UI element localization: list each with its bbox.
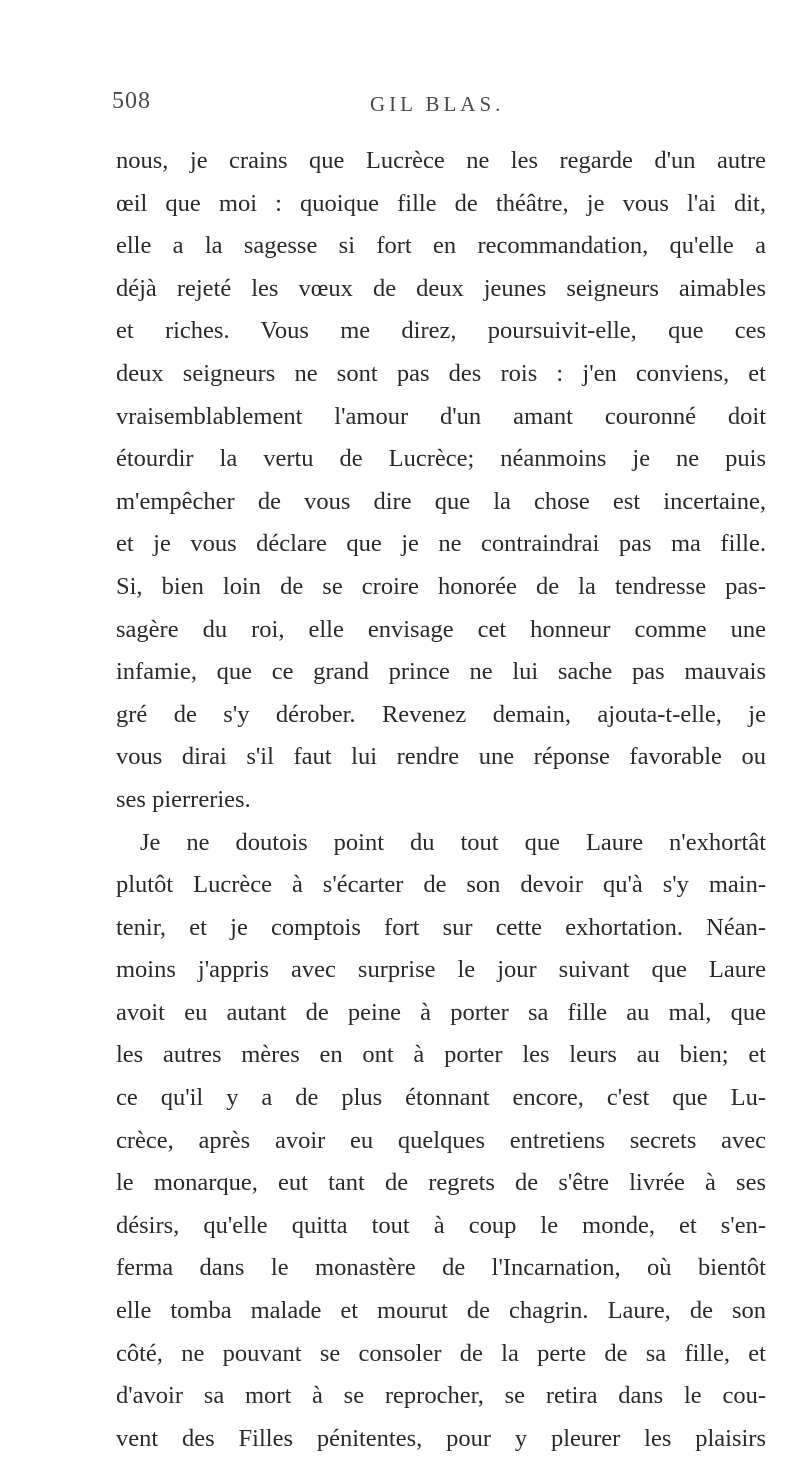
text-line: avoit eu autant de peine à porter sa fille au mal, que xyxy=(116,998,766,1026)
text-line: sagère du roi, elle envisage cet honneur comme une xyxy=(116,615,766,643)
text-line: désirs, qu'elle quitta tout à coup le monde, et s'en- xyxy=(116,1211,766,1239)
page-header xyxy=(0,88,800,128)
text-line: les autres mères en ont à porter les leurs au bien; et xyxy=(116,1041,766,1069)
text-line: infamie, que ce grand prince ne lui sache pas mauvais xyxy=(116,658,766,686)
body-text xyxy=(116,140,766,1460)
page-number: 508 xyxy=(112,88,151,114)
text-line: déjà rejeté les vœux de deux jeunes seigneurs aimables xyxy=(116,274,766,302)
text-line: deux seigneurs ne sont pas des rois : j'en conviens, et xyxy=(116,359,766,387)
text-line: crèce, après avoir eu quelques entretiens secrets avec xyxy=(116,1126,766,1154)
text-line: elle a la sagesse si fort en recommandation, qu'elle a xyxy=(116,232,766,260)
paragraph-end-line: ses pierreries. xyxy=(116,785,251,813)
text-line: vraisemblablement l'amour d'un amant couronné doit xyxy=(116,402,766,430)
text-line: et riches. Vous me direz, poursuivit-elle, que ces xyxy=(116,317,766,345)
text-line: elle tomba malade et mourut de chagrin. Laure, de son xyxy=(116,1297,766,1325)
text-line: ferma dans le monastère de l'Incarnation, où bientôt xyxy=(116,1254,766,1282)
text-line: côté, ne pouvant se consoler de la perte de sa fille, et xyxy=(116,1339,766,1367)
text-line: gré de s'y dérober. Revenez demain, ajouta-t-elle, je xyxy=(116,700,766,728)
text-line: moins j'appris avec surprise le jour suivant que Laure xyxy=(116,956,766,984)
text-line: nous, je crains que Lucrèce ne les regarde d'un autre xyxy=(116,147,766,174)
text-line: m'empêcher de vous dire que la chose est incertaine, xyxy=(116,487,766,515)
text-line: plutôt Lucrèce à s'écarter de son devoir qu'à s'y main- xyxy=(116,871,766,899)
running-title: GIL BLAS. xyxy=(370,92,505,116)
text-line: étourdir la vertu de Lucrèce; néanmoins je ne puis xyxy=(116,445,766,473)
text-line: d'avoir sa mort à se reprocher, se retira dans le cou- xyxy=(116,1382,766,1410)
text-line: et je vous déclare que je ne contraindrai pas ma fille. xyxy=(116,530,766,558)
text-line: tenir, et je comptois fort sur cette exhortation. Néan- xyxy=(116,913,766,941)
text-line: ce qu'il y a de plus étonnant encore, c'est que Lu- xyxy=(116,1084,766,1112)
text-line: vent des Filles pénitentes, pour y pleurer les plaisirs xyxy=(116,1424,766,1452)
text-line: le monarque, eut tant de regrets de s'être livrée à ses xyxy=(116,1169,766,1197)
text-line: vous dirai s'il faut lui rendre une réponse favorable ou xyxy=(116,743,766,771)
text-line: œil que moi : quoique fille de théâtre, je vous l'ai dit, xyxy=(116,189,766,217)
text-line: Si, bien loin de se croire honorée de la tendresse pas- xyxy=(116,572,766,600)
paragraph-start-line: Je ne doutois point du tout que Laure n'exhortât xyxy=(140,828,766,856)
